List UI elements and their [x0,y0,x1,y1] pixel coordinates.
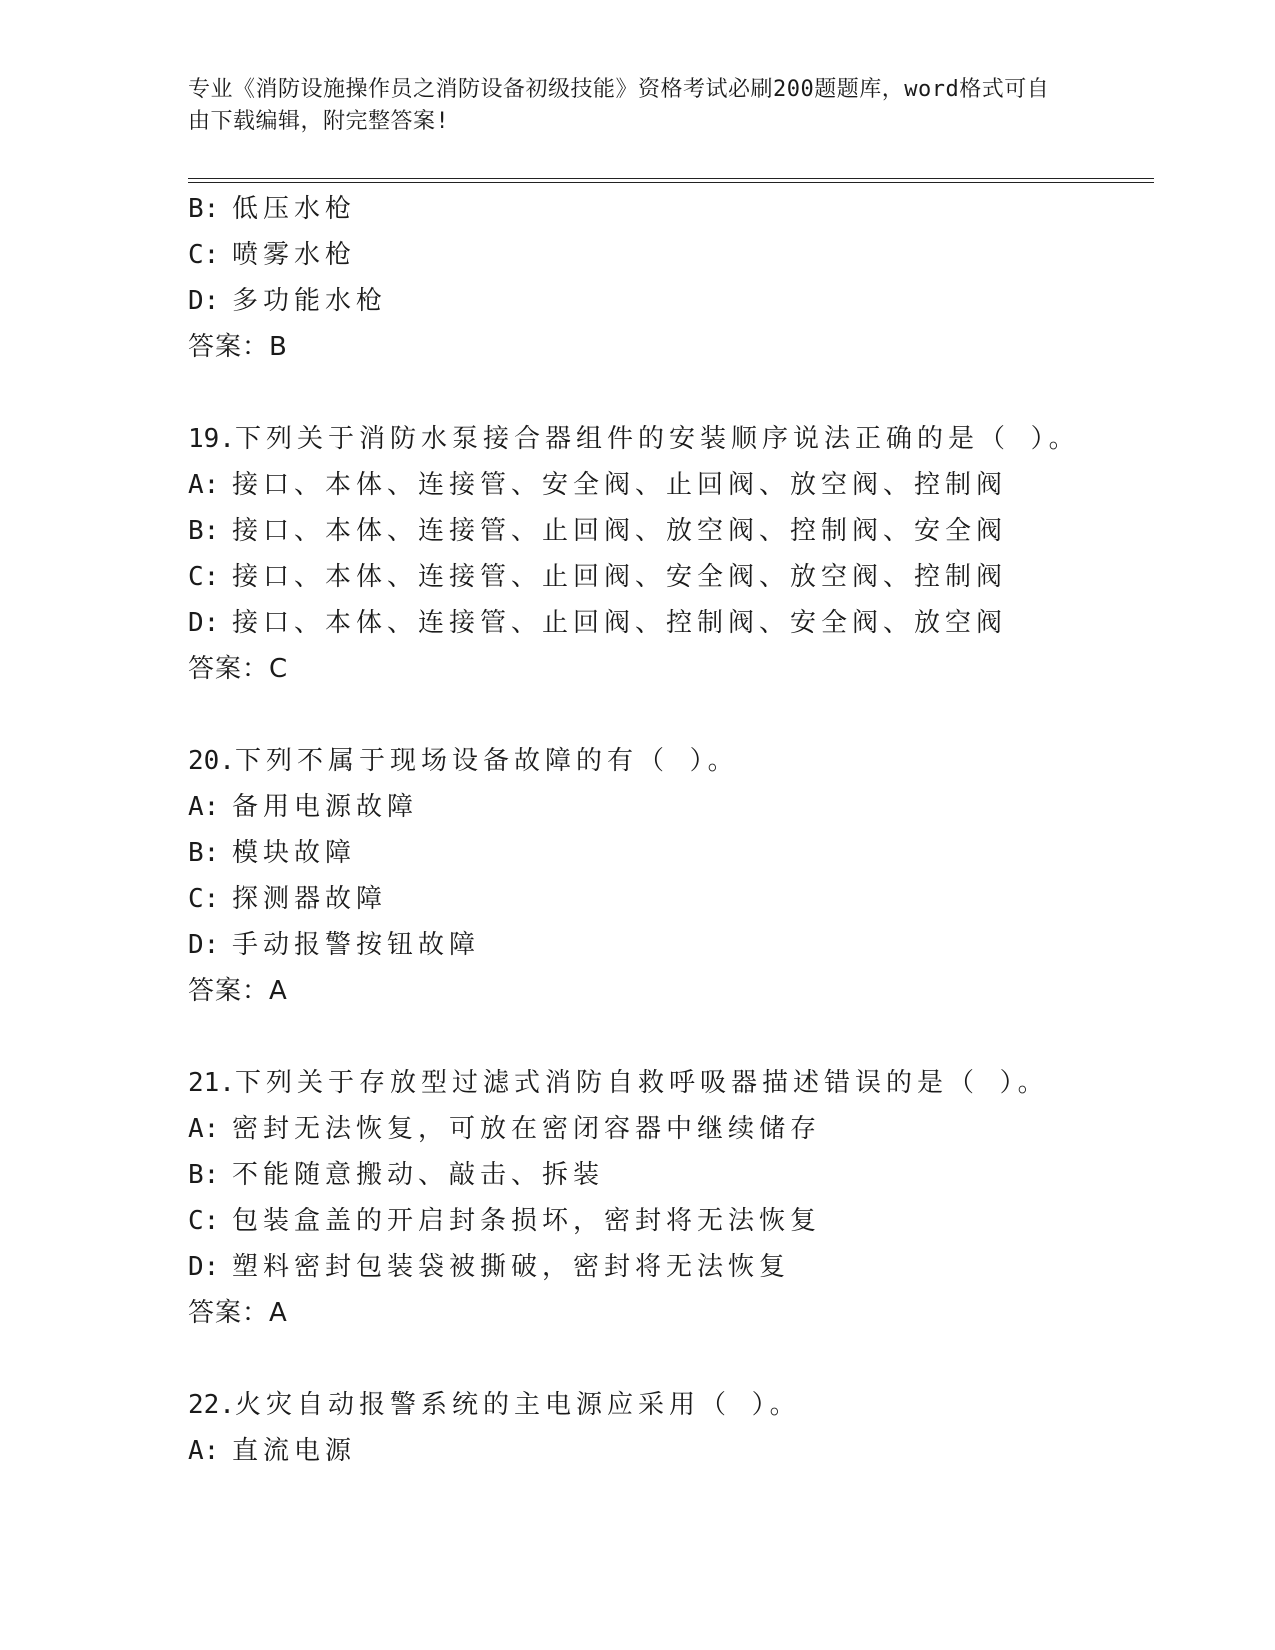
spacer [188,1014,1154,1060]
option-c: C: 探测器故障 [188,884,388,914]
answer: 答案：A [188,1298,288,1328]
header-divider-bottom [188,182,1154,183]
option-b: B: 低压水枪 [188,194,357,224]
option-b: B: 不能随意搬动、敲击、拆装 [188,1160,605,1190]
option-d: D: 接口、本体、连接管、止回阀、控制阀、安全阀、放空阀 [188,608,1008,638]
answer: 答案：C [188,654,289,684]
option-c: C: 接口、本体、连接管、止回阀、安全阀、放空阀、控制阀 [188,562,1008,592]
question-19: 19.下列关于消防水泵接合器组件的安装顺序说法正确的是（ ）。 [188,424,1080,454]
question-22: 22.火灾自动报警系统的主电源应采用（ ）。 [188,1390,801,1420]
spacer [188,370,1154,416]
option-d: D: 多功能水枪 [188,286,388,316]
option-c: C: 喷雾水枪 [188,240,357,270]
header-divider-top [188,178,1154,179]
option-b: B: 接口、本体、连接管、止回阀、放空阀、控制阀、安全阀 [188,516,1008,546]
spacer [188,1336,1154,1382]
option-a: A: 备用电源故障 [188,792,419,822]
answer: 答案：A [188,976,288,1006]
option-d: D: 塑料密封包装袋被撕破，密封将无法恢复 [188,1252,791,1282]
question-list [188,186,1154,1474]
option-a: A: 直流电源 [188,1436,357,1466]
question-20: 20.下列不属于现场设备故障的有（ ）。 [188,746,739,776]
option-a: A: 密封无法恢复，可放在密闭容器中继续储存 [188,1114,822,1144]
option-b: B: 模块故障 [188,838,357,868]
spacer [188,692,1154,738]
question-21: 21.下列关于存放型过滤式消防自救呼吸器描述错误的是（ ）。 [188,1068,1049,1098]
option-a: A: 接口、本体、连接管、安全阀、止回阀、放空阀、控制阀 [188,470,1008,500]
option-c: C: 包装盒盖的开启封条损坏，密封将无法恢复 [188,1206,822,1236]
option-d: D: 手动报警按钮故障 [188,930,481,960]
answer: 答案：B [188,332,288,362]
page-header: 专业《消防设施操作员之消防设备初级技能》资格考试必刷200题题库，word格式可自由下载编辑，附完整答案! [188,77,1050,134]
